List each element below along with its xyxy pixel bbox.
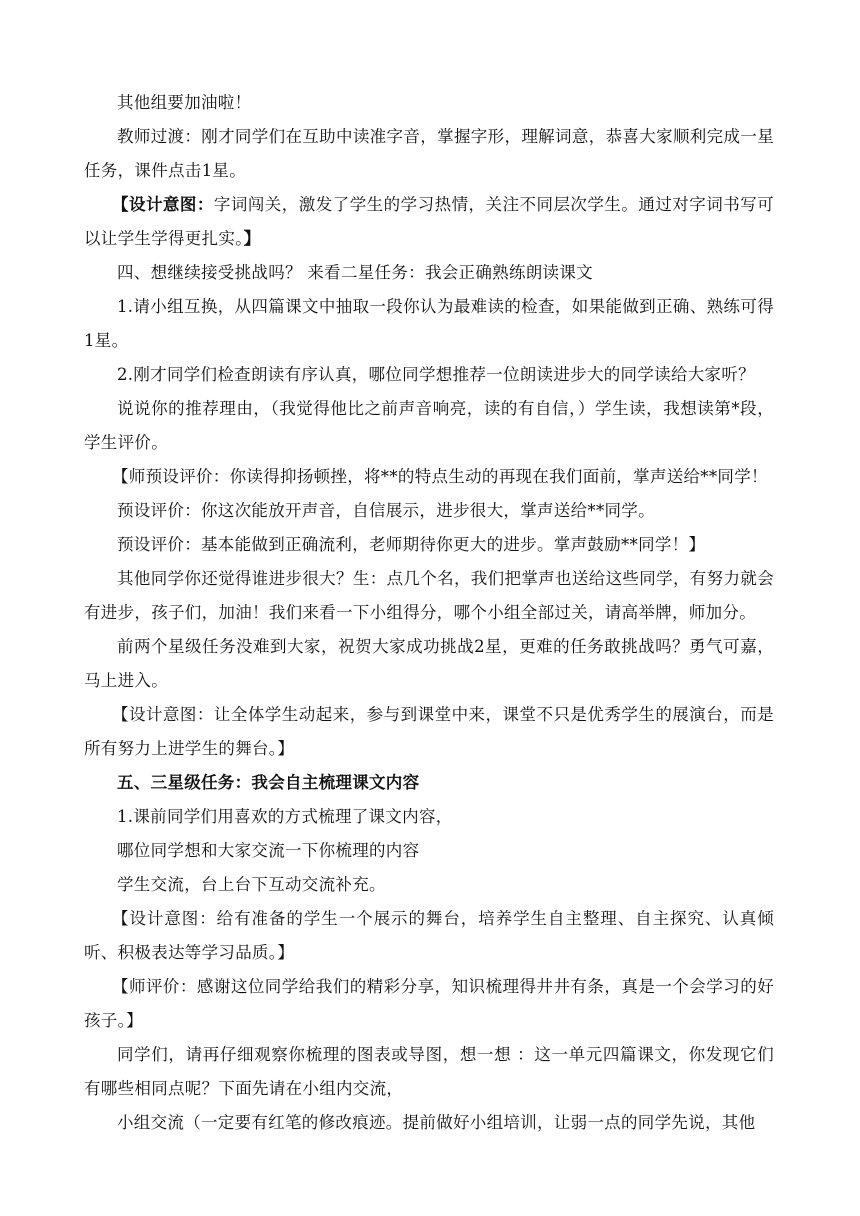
paragraph: 1.请小组互换，从四篇课文中抽取一段你认为最难读的检查，如果能做到正确、熟练可得1星。 <box>84 297 774 350</box>
design-intent-paragraph: 【设计意图：让全体学生动起来，参与到课堂中来，课堂不只是优秀学生的展演台，而是所有努力上进学生的舞台。】 <box>84 705 774 758</box>
paragraph: 【师预设评价：你读得抑扬顿挫，将**的特点生动的再现在我们面前，掌声送给**同学！ <box>112 467 768 486</box>
paragraph: 其他组要加油啦！ <box>117 93 252 112</box>
section-heading: 四、想继续接受挑战吗？ 来看二星任务：我会正确熟练朗读课文 <box>117 263 593 282</box>
paragraph: 前两个星级任务没难到大家，祝贺大家成功挑战2星，更难的任务敢挑战吗？勇气可嘉，马上进入。 <box>84 637 774 690</box>
paragraph: 学生交流，台上台下互动交流补充。 <box>117 875 386 894</box>
document-body <box>84 86 774 1140</box>
paragraph: 预设评价：基本能做到正确流利，老师期待你更大的进步。掌声鼓励**同学！】 <box>117 535 706 554</box>
paragraph: 1.课前同学们用喜欢的方式梳理了课文内容， <box>117 807 453 826</box>
paragraph: 其他同学你还觉得谁进步很大？生：点几个名，我们把掌声也送给这些同学，有努力就会有进步，孩子们，加油！我们来看一下小组得分，哪个小组全部过关，请高举牌，师加分。 <box>84 569 774 622</box>
paragraph: 小组交流（一定要有红笔的修改痕迹。提前做好小组培训，让弱一点的同学先说，其他 <box>117 1113 756 1132</box>
paragraph: 哪位同学想和大家交流一下你梳理的内容 <box>117 841 420 860</box>
paragraph: 预设评价：你这次能放开声音，自信展示，进步很大，掌声送给**同学。 <box>117 501 655 520</box>
paragraph: 教师过渡：刚才同学们在互助中读准字音，掌握字形，理解词意，恭喜大家顺利完成一星任务，课件点击1星。 <box>84 127 774 180</box>
section-heading: 五、三星级任务：我会自主梳理课文内容 <box>117 773 420 792</box>
design-intent-text: 字词闯关，激发了学生的学习热情，关注不同层次学生。通过对字词书写可以让学生学得更扎实。 <box>84 195 774 248</box>
paragraph: 【师评价：感谢这位同学给我们的精彩分享，知识梳理得井井有条，真是一个会学习的好孩子。】 <box>84 977 774 1030</box>
paragraph: 同学们，请再仔细观察你梳理的图表或导图，想一想 ：这一单元四篇课文，你发现它们有哪些相同点呢？下面先请在小组内交流， <box>84 1045 774 1098</box>
design-intent-label: 【设计意图： <box>112 195 214 214</box>
design-intent-paragraph <box>84 188 774 256</box>
design-intent-close: 】 <box>243 229 261 248</box>
paragraph: 说说你的推荐理由，（我觉得他比之前声音响亮，读的有自信，）学生读，我想读第*段，学生评价。 <box>84 399 774 452</box>
paragraph: 2.刚才同学们检查朗读有序认真，哪位同学想推荐一位朗读进步大的同学读给大家听？ <box>117 365 755 384</box>
design-intent-paragraph: 【设计意图：给有准备的学生一个展示的舞台，培养学生自主整理、自主探究、认真倾听、积极表达等学习品质。】 <box>84 909 774 962</box>
